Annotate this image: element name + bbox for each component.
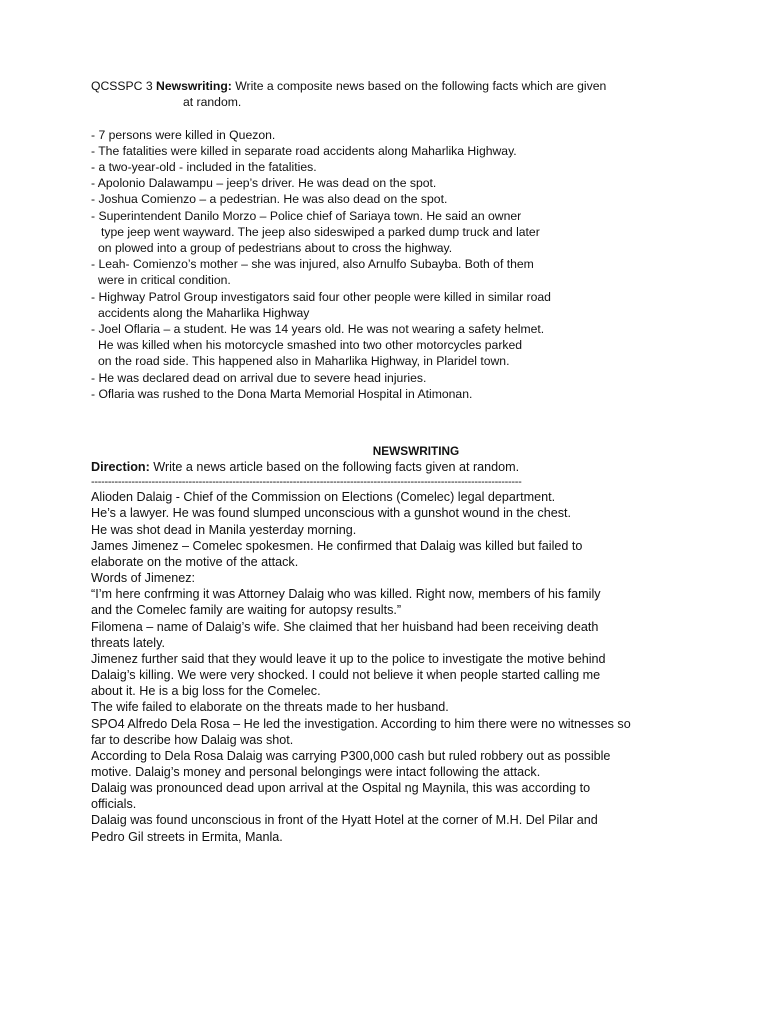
fact-line: and the Comelec family are waiting for autopsy results.” [91, 603, 402, 618]
fact-item: - Joshua Comienzo – a pedestrian. He was also dead on the spot. [91, 192, 448, 207]
direction-label: Direction: [91, 460, 150, 475]
fact-line: He was shot dead in Manila yesterday morning. [91, 522, 357, 537]
fact-line: motive. Dalaig’s money and personal belongings were intact following the attack. [91, 764, 541, 779]
fact-line: He’s a lawyer. He was found slumped unconscious with a gunshot wound in the chest. [91, 506, 572, 521]
fact-item-continuation: on plowed into a group of pedestrians about to cross the highway. [98, 241, 453, 256]
fact-item: - Highway Patrol Group investigators said four other people were killed in similar road [91, 289, 551, 304]
fact-line: SPO4 Alfredo Dela Rosa – He led the investigation. According to him there were no witnesses so [91, 716, 631, 731]
exercise-1-instruction-cont: at random. [183, 95, 242, 110]
exercise-1-title [91, 78, 691, 94]
direction-text: Write a news article based on the following facts given at random. [149, 460, 520, 475]
fact-item-continuation: were in critical condition. [98, 273, 231, 288]
dashed-divider: -------------------------------------------------------------------------------------------------------------------------------- [91, 476, 522, 489]
fact-item: - Apolonio Dalawampu – jeep’s driver. He was dead on the spot. [91, 176, 437, 191]
fact-item: - Oflaria was rushed to the Dona Marta Memorial Hospital in Atimonan. [91, 386, 473, 401]
fact-item: - Superintendent Danilo Morzo – Police chief of Sariaya town. He said an owner [91, 208, 522, 223]
fact-item-continuation: type jeep went wayward. The jeep also sideswiped a parked dump truck and later [101, 224, 540, 239]
fact-line: officials. [91, 797, 137, 812]
fact-line: threats lately. [91, 635, 165, 650]
exercise-1-instruction: Write a composite news based on the following facts which are given [231, 79, 607, 93]
fact-line: The wife failed to elaborate on the threats made to her husband. [91, 700, 449, 715]
fact-item-continuation: on the road side. This happened also in Maharlika Highway, in Plaridel town. [98, 354, 510, 369]
exercise-1-code: QCSSPC 3 [91, 79, 157, 93]
fact-line: James Jimenez – Comelec spokesmen. He confirmed that Dalaig was killed but failed to [91, 538, 583, 553]
fact-line: Dalaig was found unconscious in front of the Hyatt Hotel at the corner of M.H. Del Pilar and [91, 813, 598, 828]
fact-item: - 7 persons were killed in Quezon. [91, 127, 276, 142]
fact-item: - Joel Oflaria – a student. He was 14 years old. He was not wearing a safety helmet. [91, 322, 545, 337]
fact-item-continuation: accidents along the Maharlika Highway [98, 305, 310, 320]
fact-line: According to Dela Rosa Dalaig was carrying P300,000 cash but ruled robbery out as possible [91, 748, 611, 763]
fact-line: Dalaig was pronounced dead upon arrival at the Ospital ng Maynila, this was according to [91, 781, 591, 796]
exercise-2-title: NEWSWRITING [372, 444, 460, 458]
fact-line: Dalaig’s killing. We were very shocked. I could not believe it when people started calling me [91, 668, 601, 683]
fact-line: Jimenez further said that they would leave it up to the police to investigate the motive behind [91, 651, 606, 666]
fact-item: - He was declared dead on arrival due to severe head injuries. [91, 370, 427, 385]
exercise-1-label: Newswriting: [156, 79, 232, 93]
fact-item-continuation: He was killed when his motorcycle smashed into two other motorcycles parked [98, 338, 523, 353]
newswriting-exercise-1 [91, 78, 691, 402]
fact-item: - The fatalities were killed in separate road accidents along Maharlika Highway. [91, 143, 517, 158]
fact-line: Filomena – name of Dalaig’s wife. She claimed that her huisband had been receiving death [91, 619, 599, 634]
fact-paragraphs [91, 489, 691, 844]
fact-line: far to describe how Dalaig was shot. [91, 732, 294, 747]
fact-line: Alioden Dalaig - Chief of the Commission on Elections (Comelec) legal department. [91, 490, 556, 505]
fact-line: Words of Jimenez: [91, 571, 196, 586]
spacer [91, 110, 691, 126]
newswriting-exercise-2 [91, 443, 691, 845]
fact-item: - a two-year-old - included in the fatalities. [91, 160, 317, 174]
direction-line [91, 459, 691, 475]
fact-list [91, 127, 691, 402]
fact-line: Pedro Gil streets in Ermita, Manla. [91, 829, 283, 844]
fact-line: elaborate on the motive of the attack. [91, 554, 299, 569]
fact-item: - Leah- Comienzo’s mother – she was injured, also Arnulfo Subayba. Both of them [91, 257, 534, 272]
fact-line: about it. He is a big loss for the Comelec. [91, 684, 321, 699]
fact-line: “I’m here confrming it was Attorney Dalaig who was killed. Right now, members of his family [91, 587, 601, 602]
